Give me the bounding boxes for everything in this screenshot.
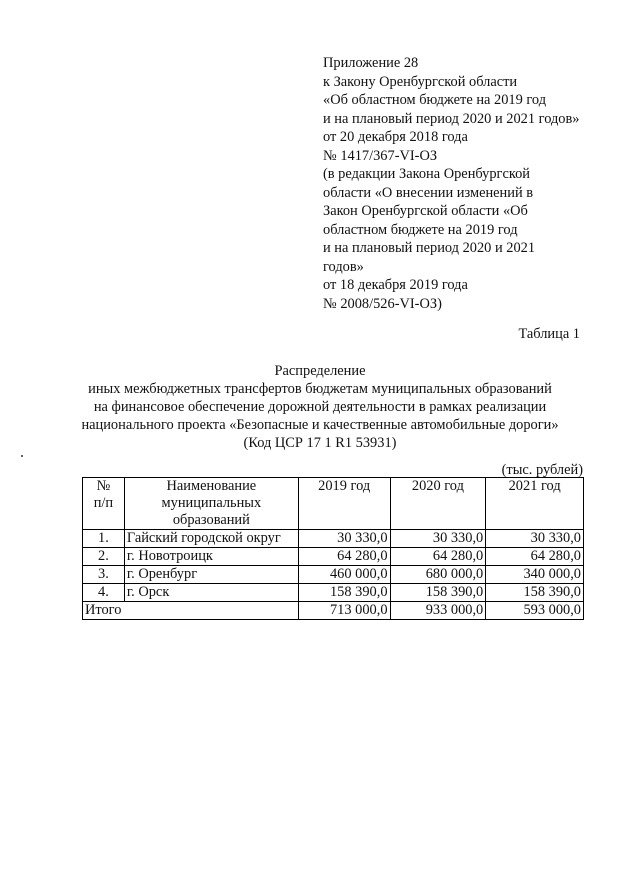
value-2021: 158 390,0: [486, 584, 584, 602]
appendix-line: области «О внесении изменений в: [323, 184, 534, 201]
heading-line: на финансовое обеспечение дорожной деятельности в рамках реализации: [93, 399, 547, 415]
header-name-line: муниципальных: [161, 495, 262, 511]
heading-line: национального проекта «Безопасные и качественные автомобильные дороги»: [81, 417, 559, 433]
table-row: [83, 566, 584, 584]
units-label: (тыс. рублей): [501, 462, 583, 478]
appendix-line: от 18 декабря 2019 года: [323, 277, 468, 293]
appendix-line: и на плановый период 2020 и 2021: [323, 240, 536, 256]
value-2019: 460 000,0: [298, 566, 390, 584]
value-2019: 64 280,0: [298, 548, 390, 566]
header-number: [83, 478, 125, 530]
table-total-row: [83, 602, 584, 620]
table-number-label: Таблица 1: [518, 326, 580, 342]
value-2020: 30 330,0: [390, 530, 486, 548]
appendix-line: к Закону Оренбургской области: [323, 73, 518, 90]
row-number: 4.: [83, 584, 125, 602]
total-2021: 593 000,0: [486, 602, 584, 620]
appendix-line: от 20 декабря 2018 года: [323, 129, 468, 145]
header-2021: 2021 год: [486, 478, 584, 530]
header-name-line: образований: [172, 512, 250, 528]
header-number-line: п/п: [93, 495, 114, 511]
table-header-row: [83, 478, 584, 530]
municipality-name: г. Орск: [124, 584, 298, 602]
value-2019: 30 330,0: [298, 530, 390, 548]
value-2020: 64 280,0: [390, 548, 486, 566]
appendix-line: «Об областном бюджете на 2019 год: [323, 92, 547, 108]
heading-line: иных межбюджетных трансфертов бюджетам муниципальных образований: [88, 381, 552, 397]
row-number: 1.: [83, 530, 125, 548]
header-number-line: №: [96, 478, 111, 494]
total-label: Итого: [83, 602, 299, 620]
table-row: [83, 530, 584, 548]
appendix-line: Закон Оренбургской области «Об: [323, 203, 528, 219]
appendix-line: Приложение 28: [323, 55, 419, 71]
header-name: [124, 478, 298, 530]
appendix-line: и на плановый период 2020 и 2021 годов»: [323, 110, 580, 127]
appendix-line: № 2008/526-VI-ОЗ): [323, 295, 442, 312]
value-2019: 158 390,0: [298, 584, 390, 602]
scan-speck: [21, 455, 23, 457]
value-2021: 340 000,0: [486, 566, 584, 584]
appendix-line: годов»: [323, 258, 364, 275]
header-2019: 2019 год: [298, 478, 390, 530]
row-number: 2.: [83, 548, 125, 566]
transfers-table: [82, 477, 584, 620]
heading-title: Распределение: [274, 363, 366, 379]
table-row: [83, 548, 584, 566]
value-2020: 680 000,0: [390, 566, 486, 584]
heading-code: (Код ЦСР 17 1 R1 53931): [243, 435, 397, 451]
row-number: 3.: [83, 566, 125, 584]
appendix-line: № 1417/367-VI-ОЗ: [323, 147, 438, 164]
value-2021: 30 330,0: [486, 530, 584, 548]
value-2021: 64 280,0: [486, 548, 584, 566]
municipality-name: г. Новотроицк: [124, 548, 298, 566]
header-2020: 2020 год: [390, 478, 486, 530]
table-row: [83, 584, 584, 602]
header-name-line: Наименование: [166, 478, 257, 494]
total-2020: 933 000,0: [390, 602, 486, 620]
appendix-line: областном бюджете на 2019 год: [323, 221, 518, 238]
document-heading: [60, 362, 580, 452]
total-2019: 713 000,0: [298, 602, 390, 620]
municipality-name: Гайский городской округ: [124, 530, 298, 548]
municipality-name: г. Оренбург: [124, 566, 298, 584]
appendix-block: [323, 54, 623, 313]
value-2020: 158 390,0: [390, 584, 486, 602]
appendix-line: (в редакции Закона Оренбургской: [323, 166, 531, 182]
